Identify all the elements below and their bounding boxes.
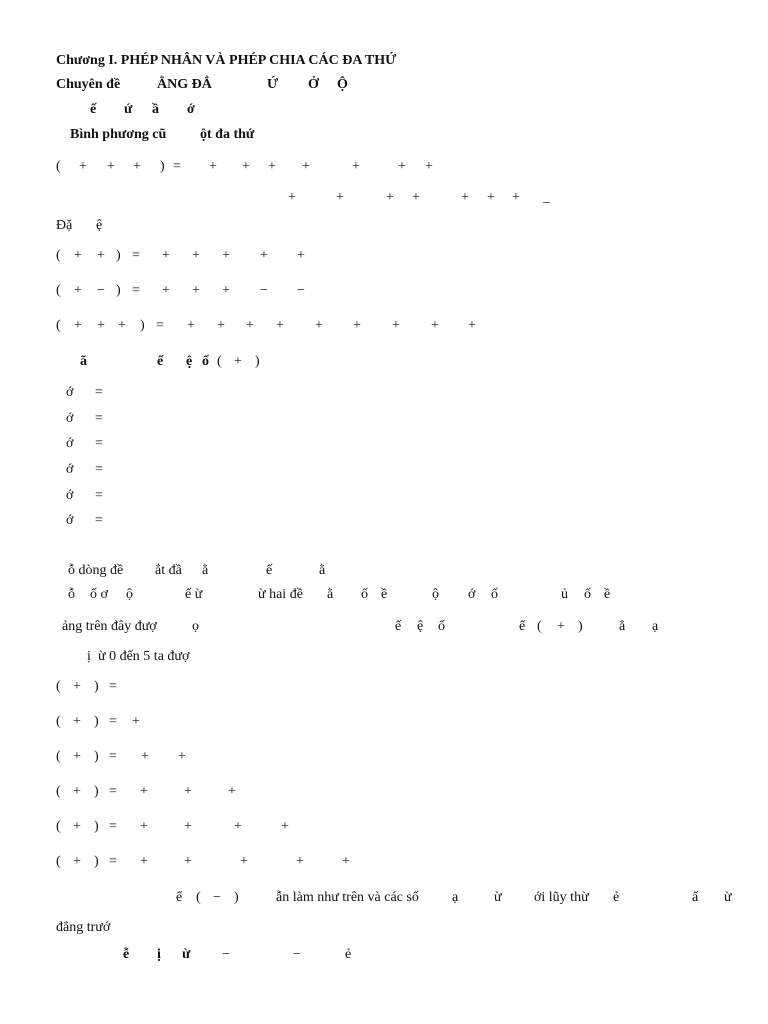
math-symbol: + — [392, 318, 400, 333]
math-symbol: ) — [255, 354, 260, 369]
math-symbol: + — [398, 159, 406, 174]
math-symbol: + — [107, 159, 115, 174]
text-segment: ớ — [66, 385, 74, 400]
math-symbol: ) — [94, 714, 99, 729]
math-symbol: + — [268, 159, 276, 174]
math-symbol: + — [412, 190, 420, 205]
math-symbol: + — [73, 854, 81, 869]
math-symbol: + — [73, 784, 81, 799]
text-segment: ể — [519, 619, 526, 634]
math-symbol: ) — [94, 679, 99, 694]
math-symbol: − — [293, 947, 301, 962]
text-segment: ừ — [724, 890, 732, 905]
math-symbol: = — [95, 488, 103, 503]
math-symbol: ) — [234, 890, 239, 905]
text-segment: ừ — [182, 947, 191, 962]
text-segment: ộ — [432, 587, 439, 602]
para-2 — [0, 588, 768, 612]
text-segment: đẳng trướ — [56, 920, 111, 935]
math-symbol: + — [184, 854, 192, 869]
math-symbol: = — [109, 714, 117, 729]
math-symbol: + — [296, 854, 304, 869]
text-segment: ừ hai đề — [258, 587, 303, 602]
math-symbol: + — [132, 714, 140, 729]
text-segment: ẳ — [619, 619, 626, 634]
formula-1 — [0, 160, 768, 184]
math-symbol: + — [557, 619, 565, 634]
text-segment: ệ — [96, 218, 103, 233]
math-symbol: ( — [196, 890, 201, 905]
text-segment: ế — [90, 102, 97, 117]
math-symbol: + — [276, 318, 284, 333]
expansion-2 — [0, 750, 768, 774]
math-symbol: = — [109, 679, 117, 694]
math-symbol: + — [260, 248, 268, 263]
eq-row-2 — [0, 412, 768, 436]
math-symbol: = — [109, 819, 117, 834]
math-symbol: = — [95, 513, 103, 528]
math-symbol: + — [73, 714, 81, 729]
text-segment: ệ — [417, 619, 424, 634]
text-segment: Ứ — [267, 77, 279, 92]
formula-4 — [0, 319, 768, 343]
math-symbol: ( — [56, 679, 61, 694]
para-3 — [0, 620, 768, 644]
eq-row-6 — [0, 514, 768, 538]
math-symbol: ( — [56, 318, 61, 333]
math-symbol: ( — [56, 819, 61, 834]
text-segment: ộ — [126, 587, 133, 602]
text-segment: ới lũy thừ — [534, 890, 589, 905]
text-segment: ỗ dòng đề — [68, 563, 124, 578]
eq-row-1 — [0, 386, 768, 410]
math-symbol: + — [281, 819, 289, 834]
math-symbol: + — [425, 159, 433, 174]
math-symbol: = — [95, 411, 103, 426]
text-segment: ị — [157, 947, 161, 962]
text-segment: ọ — [192, 619, 199, 634]
text-segment: ố — [438, 619, 445, 634]
text-segment: ẫn làm như trên và các số — [276, 890, 419, 905]
text-segment: ề — [604, 587, 611, 602]
text-segment: ị — [87, 649, 91, 664]
math-symbol: + — [118, 318, 126, 333]
math-symbol: + — [461, 190, 469, 205]
text-segment: ớ — [66, 513, 74, 528]
math-symbol: + — [74, 283, 82, 298]
text-segment: ế ừ — [185, 587, 203, 602]
para-7 — [0, 948, 768, 972]
math-symbol: = — [109, 854, 117, 869]
math-symbol: − — [97, 283, 105, 298]
text-segment: ứ — [124, 102, 133, 117]
eq-row-3 — [0, 437, 768, 461]
math-symbol: ) — [116, 248, 121, 263]
math-symbol: + — [133, 159, 141, 174]
math-symbol: + — [187, 318, 195, 333]
math-symbol: = — [95, 385, 103, 400]
text-segment: ừ 0 đến 5 ta đượ — [98, 649, 190, 664]
text-segment: Đặ — [56, 218, 73, 233]
section-heading — [0, 128, 768, 152]
math-symbol: = — [95, 462, 103, 477]
para-6 — [0, 921, 768, 945]
math-symbol: + — [288, 190, 296, 205]
math-symbol: + — [79, 159, 87, 174]
expansion-5 — [0, 855, 768, 879]
math-symbol: + — [184, 819, 192, 834]
text-segment: ệ — [186, 354, 193, 369]
text-segment: ạ — [452, 890, 459, 905]
math-symbol: + — [74, 248, 82, 263]
math-symbol: + — [140, 784, 148, 799]
math-symbol: _ — [543, 190, 550, 205]
math-symbol: = — [156, 318, 164, 333]
math-symbol: = — [132, 248, 140, 263]
text-segment: ớ — [66, 462, 74, 477]
math-symbol: + — [512, 190, 520, 205]
math-symbol: + — [240, 854, 248, 869]
para-4 — [0, 650, 768, 674]
text-segment: ỗ — [68, 587, 75, 602]
math-symbol: + — [234, 819, 242, 834]
math-symbol: ( — [56, 714, 61, 729]
math-symbol: ( — [537, 619, 542, 634]
text-segment: ể — [176, 890, 183, 905]
text-segment: ố ơ — [90, 587, 108, 602]
math-symbol: ( — [56, 749, 61, 764]
math-symbol: + — [222, 283, 230, 298]
expansion-4 — [0, 820, 768, 844]
text-segment: ễ — [123, 947, 130, 962]
expansion-1 — [0, 715, 768, 739]
text-segment: ố — [202, 354, 209, 369]
math-symbol: + — [342, 854, 350, 869]
math-symbol: + — [217, 318, 225, 333]
math-symbol: = — [132, 283, 140, 298]
para-5 — [0, 891, 768, 915]
text-segment: ố — [491, 587, 498, 602]
math-symbol: + — [97, 318, 105, 333]
math-symbol: + — [336, 190, 344, 205]
math-symbol: + — [386, 190, 394, 205]
text-segment: Ộ — [337, 77, 348, 92]
math-symbol: + — [162, 283, 170, 298]
text-segment: ế — [395, 619, 402, 634]
math-symbol: + — [162, 248, 170, 263]
math-symbol: ( — [56, 248, 61, 263]
math-symbol: + — [192, 283, 200, 298]
text-segment: ớ — [468, 587, 476, 602]
eq-row-5 — [0, 489, 768, 513]
math-symbol: + — [73, 749, 81, 764]
text-segment: ủ — [561, 587, 568, 602]
math-symbol: + — [352, 159, 360, 174]
text-segment: ừ — [494, 890, 502, 905]
math-symbol: ( — [217, 354, 222, 369]
math-symbol: + — [140, 854, 148, 869]
math-symbol: + — [73, 679, 81, 694]
text-segment: ẻ — [345, 947, 352, 962]
text-segment: Chuyên đề — [56, 77, 121, 92]
formula-1-cont — [0, 191, 768, 215]
math-symbol: + — [74, 318, 82, 333]
section-2-heading — [0, 355, 768, 379]
math-symbol: + — [97, 248, 105, 263]
text-segment: ằ — [202, 563, 209, 578]
text-segment: ấ — [692, 890, 699, 905]
text-segment: ớ — [66, 411, 74, 426]
math-symbol: ) — [116, 283, 121, 298]
text-segment: ớ — [66, 436, 74, 451]
expansion-3 — [0, 785, 768, 809]
topic-subtitle — [0, 103, 768, 127]
math-symbol: + — [242, 159, 250, 174]
text-segment: ẰNG ĐẲ — [157, 77, 212, 92]
text-segment: ớ — [187, 102, 195, 117]
math-symbol: ) — [94, 854, 99, 869]
math-symbol: + — [431, 318, 439, 333]
math-symbol: ) — [578, 619, 583, 634]
text-segment: ớ — [66, 488, 74, 503]
text-segment: Chương I. PHÉP NHÂN VÀ PHÉP CHIA CÁC ĐA THỨ — [56, 53, 397, 68]
math-symbol: = — [173, 159, 181, 174]
math-symbol: ( — [56, 159, 61, 174]
special-case-label — [0, 219, 768, 243]
text-segment: ẻ — [613, 890, 620, 905]
formula-2 — [0, 249, 768, 273]
math-symbol: = — [95, 436, 103, 451]
math-symbol: = — [109, 784, 117, 799]
math-symbol: + — [353, 318, 361, 333]
text-segment: ằ — [327, 587, 334, 602]
math-symbol: + — [184, 784, 192, 799]
text-segment: ố — [361, 587, 368, 602]
math-symbol: ) — [94, 819, 99, 834]
text-segment: ạ — [652, 619, 659, 634]
math-symbol: − — [297, 283, 305, 298]
math-symbol: + — [487, 190, 495, 205]
text-segment: Bình phương cũ — [70, 127, 167, 142]
math-symbol: ) — [140, 318, 145, 333]
math-symbol: ( — [56, 854, 61, 869]
math-symbol: − — [260, 283, 268, 298]
math-symbol: + — [302, 159, 310, 174]
math-symbol: + — [209, 159, 217, 174]
math-symbol: + — [297, 248, 305, 263]
para-1 — [0, 564, 768, 588]
text-segment: ầ — [152, 102, 159, 117]
math-symbol: + — [228, 784, 236, 799]
text-segment: ã — [80, 354, 87, 369]
topic-title — [0, 78, 768, 102]
math-symbol: ( — [56, 283, 61, 298]
text-segment: ề — [381, 587, 388, 602]
math-symbol: + — [140, 819, 148, 834]
text-segment: ắt đầ — [155, 563, 182, 578]
text-segment: ằ — [319, 563, 326, 578]
math-symbol: + — [141, 749, 149, 764]
text-segment: ế — [266, 563, 273, 578]
math-symbol: ) — [94, 784, 99, 799]
math-symbol: = — [109, 749, 117, 764]
math-symbol: + — [192, 248, 200, 263]
math-symbol: + — [222, 248, 230, 263]
text-segment: ể — [157, 354, 164, 369]
chapter-title — [0, 54, 768, 78]
text-segment: ột đa thứ — [200, 127, 255, 142]
math-symbol: + — [246, 318, 254, 333]
math-symbol: + — [73, 819, 81, 834]
math-symbol: ) — [94, 749, 99, 764]
text-segment: ảng trên đây đượ — [62, 619, 157, 634]
math-symbol: ( — [56, 784, 61, 799]
formula-3 — [0, 284, 768, 308]
math-symbol: + — [234, 354, 242, 369]
math-symbol: ) — [160, 159, 165, 174]
math-symbol: − — [213, 890, 221, 905]
math-symbol: + — [315, 318, 323, 333]
expansion-0 — [0, 680, 768, 704]
eq-row-4 — [0, 463, 768, 487]
text-segment: Ở — [308, 77, 319, 92]
text-segment: ố — [584, 587, 591, 602]
math-symbol: + — [468, 318, 476, 333]
math-symbol: − — [222, 947, 230, 962]
math-symbol: + — [178, 749, 186, 764]
